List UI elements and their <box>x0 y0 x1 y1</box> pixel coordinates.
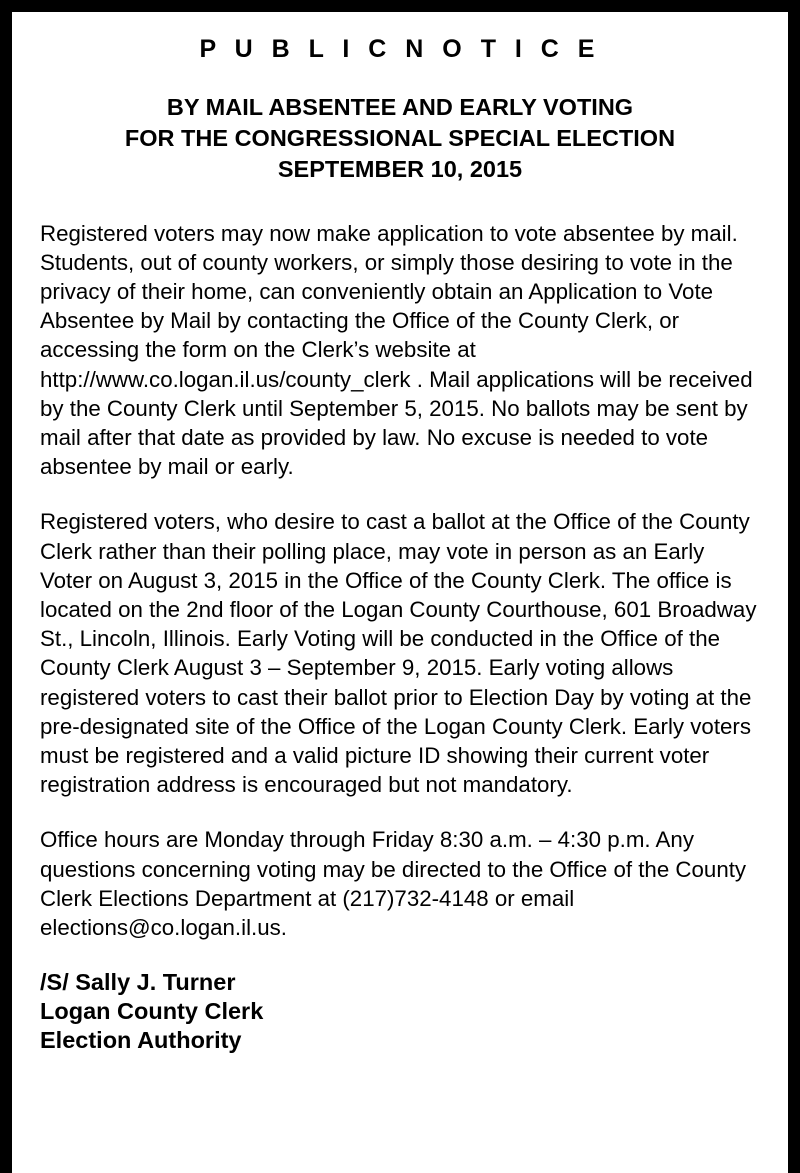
notice-paragraph-office-hours: Office hours are Monday through Friday 8:30 a.m. – 4:30 p.m. Any questions concerning voting may be directed to the Office of the County Clerk Elections Department at (217)732-4148 or email elections@co.logan.il.us. <box>40 827 747 941</box>
notice-page <box>12 12 788 1173</box>
notice-signature <box>40 968 760 1055</box>
notice-paragraph-early-voting: Registered voters, who desire to cast a ballot at the Office of the County Clerk rather than their polling place, may vote in person as an Early Voter on August 3, 2015 in the Office of the County Clerk. The office is located on the 2nd floor of the Logan County Courthouse, 601 Broadway St., Lincoln, Illinois. Early Voting will be conducted in the Office of the County Clerk August 3 – September 9, 2015. Early voting allows registered voters to cast their ballot prior to Election Day by voting at the pre-designated site of the Office of the Logan County Clerk. Early voters must be registered and a valid picture ID showing their current voter registration address is encouraged but not mandatory. <box>40 509 757 798</box>
signature-title: Logan County Clerk <box>40 998 264 1025</box>
notice-title-line-2: FOR THE CONGRESSIONAL SPECIAL ELECTION <box>124 124 676 151</box>
notice-title <box>40 92 760 185</box>
notice-body <box>40 219 760 943</box>
signature-name: /S/ Sally J. Turner <box>40 969 236 996</box>
notice-title-line-3: SEPTEMBER 10, 2015 <box>277 155 523 182</box>
notice-paragraph-absentee-by-mail: Registered voters may now make application to vote absentee by mail. Students, out of county workers, or simply those desiring to vote in the privacy of their home, can conveniently obtain an Application to Vote Absentee by Mail by contacting the Office of the County Clerk, or accessing the form on the Clerk’s website at http://www.co.logan.il.us/county_clerk . Mail applications will be received by the County Clerk until September 5, 2015. No ballots may be sent by mail after that date as provided by law. No excuse is needed to vote absentee by mail or early. <box>40 220 753 480</box>
notice-title-line-1: BY MAIL ABSENTEE AND EARLY VOTING <box>166 93 634 120</box>
signature-authority: Election Authority <box>40 1027 242 1054</box>
public-notice-header: P U B L I C N O T I C E <box>199 35 601 63</box>
